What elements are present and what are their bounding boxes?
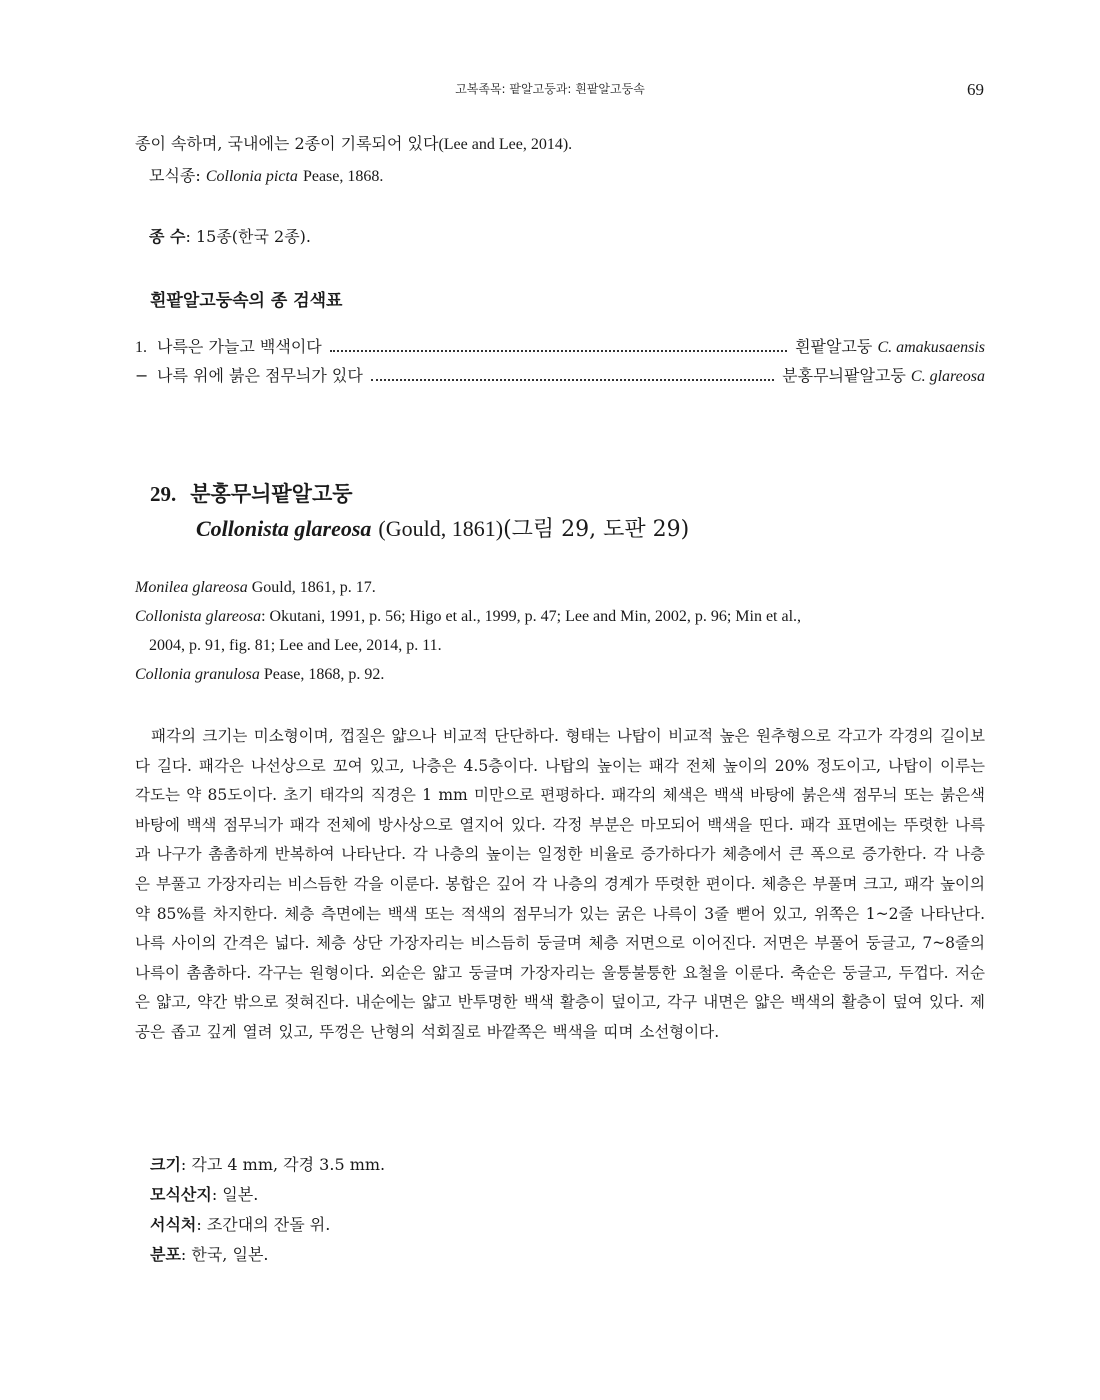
- key-row-number: 1.: [135, 339, 147, 356]
- synonym-entry-continuation: [135, 632, 1009, 659]
- species-figure-ref: (그림 29, 도판 29): [503, 517, 690, 542]
- key-row-latin-name: C. glareosa: [910, 368, 985, 385]
- key-row: [135, 334, 985, 360]
- species-author: (Gould, 1861): [378, 516, 504, 541]
- fact-size: [150, 1150, 385, 1180]
- key-row-text: 나륵 위에 붉은 점무늬가 있다: [157, 366, 363, 385]
- synonym-name: Collonia granulosa: [135, 666, 260, 683]
- species-facts: [150, 1150, 385, 1270]
- type-species-name: Collonia picta: [205, 168, 298, 185]
- key-leader-dots: [330, 336, 787, 352]
- page-number: 69: [967, 80, 984, 99]
- species-count-label: 종 수: [149, 227, 186, 246]
- synonym-entry: [135, 574, 995, 601]
- fact-value: : 일본.: [211, 1185, 259, 1204]
- key-row-korean-name: 분홍무늬팥알고둥: [782, 366, 906, 385]
- key-row-number: −: [135, 366, 149, 385]
- fact-type-locality: [150, 1180, 385, 1210]
- synonym-entry: [135, 661, 995, 688]
- fact-label: 크기: [150, 1155, 181, 1174]
- intro-continuation: [135, 131, 985, 158]
- fact-value: : 각고 4 mm, 각경 3.5 mm.: [180, 1155, 386, 1174]
- key-row-latin-name: C. amakusaensis: [877, 339, 985, 356]
- synonym-citation: 2004, p. 91, fig. 81; Lee and Lee, 2014, p. 11.: [149, 637, 442, 654]
- synonym-name: Monilea glareosa: [135, 579, 248, 596]
- synonym-name: Collonista glareosa: [135, 608, 262, 625]
- species-latin-name: Collonista glareosa: [196, 516, 372, 541]
- species-heading: [150, 478, 689, 543]
- key-row-korean-name: 흰팥알고둥: [795, 337, 873, 356]
- fact-label: 서식처: [150, 1215, 197, 1234]
- intro-line: 종이 속하며, 국내에는 2종이 기록되어 있다: [135, 134, 439, 153]
- species-description: 패각의 크기는 미소형이며, 껍질은 얇으나 비교적 단단하다. 형태는 나탑이 비교적 높은 원추형으로 각고가 각경의 길이보다 길다. 패각은 나선상으로 꼬여 있고, 나층은 4.5층이다. 나탑의 높이는 패각 전체 높이의 20% 정도이고, 나탑이 이루는 각도는 약 85도이다. 초기 태각의 직경은 1 mm 미만으로 편평하다. 패각의 체색은 백색 바탕에 붉은색 점무늬 또는 붉은색 바탕에 백색 점무늬가 패각 전체에 방사상으로 열지어 있다. 각정 부분은 마모되어 백색을 띤다. 패각 표면에는 뚜렷한 나륵과 나구가 촘촘하게 반복하여 나타난다. 각 나층의 높이는 일정한 비율로 증가하다가 체층에서 큰 폭으로 증가한다. 각 나층은 부풀고 가장자리는 비스듬한 각을 이룬다. 봉합은 깊어 각 나층의 경계가 뚜렷한 편이다. 체층은 부풀며 크고, 패각 높이의 약 85%를 차지한다. 체층 측면에는 백색 또는 적색의 점무늬가 있는 굵은 나륵이 3줄 뻗어 있고, 위쪽은 1~2줄 나타난다. 나륵 사이의 간격은 넓다. 체층 상단 가장자리는 비스듬히 둥글며 체층 저면으로 이어진다. 저면은 부풀어 둥글고, 7~8줄의 나륵이 촘촘하다. 각구는 원형이다. 외순은 얇고 둥글며 가장자리는 울퉁불퉁한 요철을 이룬다. 축순은 둥글고, 두껍다. 저순은 얇고, 약간 밖으로 젖혀진다. 내순에는 얇고 반투명한 백색 활층이 덮이고, 각구 내면은 얇은 백색의 활층이 덮여 있다. 제공은 좁고 깊게 열려 있고, 뚜껑은 난형의 석회질로 바깥쪽은 백색을 띠며 소선형이다.: [135, 727, 985, 1041]
- fact-label: 모식산지: [150, 1185, 212, 1204]
- key-leader-dots: [371, 365, 774, 381]
- fact-label: 분포: [150, 1245, 181, 1264]
- species-number: 29.: [150, 482, 177, 506]
- species-korean-name: 분홍무늬팥알고둥: [190, 481, 353, 506]
- fact-value: : 조간대의 잔돌 위.: [196, 1215, 331, 1234]
- fact-distribution: [150, 1240, 385, 1270]
- type-species: [135, 163, 999, 190]
- synonym-citation: Gould, 1861, p. 17.: [247, 579, 376, 596]
- type-species-author: Pease, 1868.: [302, 168, 384, 185]
- synonym-citation: : Okutani, 1991, p. 56; Higo et al., 1999, p. 47; Lee and Min, 2002, p. 96; Min et al.,: [261, 608, 802, 625]
- intro-reference: (Lee and Lee, 2014).: [438, 136, 573, 153]
- synonym-entry: [135, 603, 995, 630]
- key-row-text: 나륵은 가늘고 백색이다: [157, 337, 322, 356]
- key-title: 흰팥알고둥속의 종 검색표: [150, 291, 343, 311]
- species-count: [135, 224, 999, 250]
- type-species-label: 모식종:: [149, 166, 201, 185]
- key-row: [135, 363, 985, 389]
- species-count-value: : 15종(한국 2종).: [185, 227, 311, 246]
- running-title: 고복족목: 팥알고둥과: 흰팥알고둥속: [455, 82, 645, 96]
- synonym-citation: Pease, 1868, p. 92.: [259, 666, 385, 683]
- fact-habitat: [150, 1210, 385, 1240]
- fact-value: : 한국, 일본.: [180, 1245, 269, 1264]
